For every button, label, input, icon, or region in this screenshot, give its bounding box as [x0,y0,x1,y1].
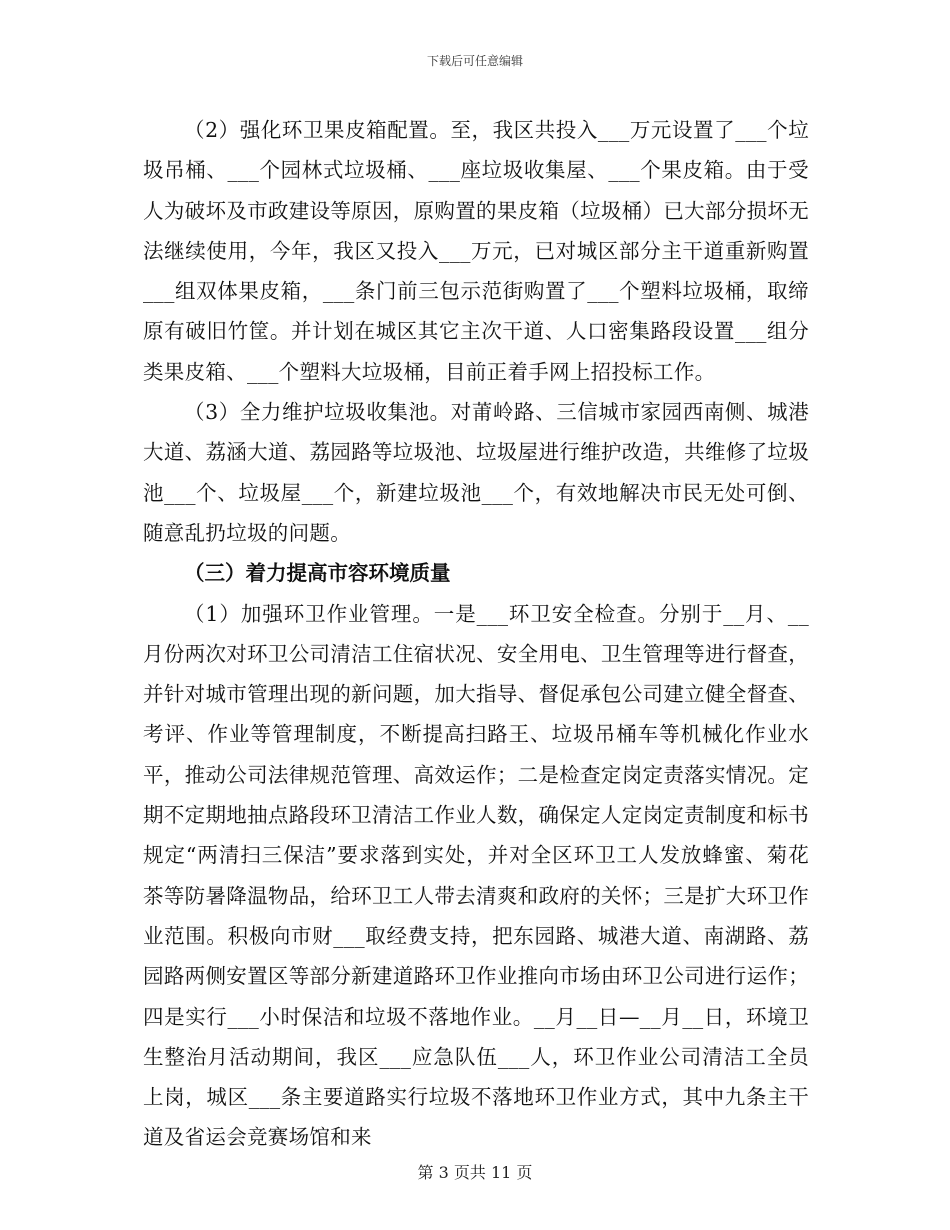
paragraph-sanitation-management: （1）加强环卫作业管理。一是___环卫安全检查。分别于__月、__月份两次对环卫公司清洁工住宿状况、安全用电、卫生管理等进行督查，并针对城市管理出现的新问题，加大指导、督促承包公司建立健全督查、考评、作业等管理制度，不断提高扫路王、垃圾吊桶车等机械化作业水平，推动公司法律规范管理、高效运作；二是检查定岗定责落实情况。定期不定期地抽点路段环卫清洁工作业人数，确保定人定岗定责制度和标书规定“两清扫三保洁”要求落到实处，并对全区环卫工人发放蜂蜜、菊花茶等防暑降温物品，给环卫工人带去清爽和政府的关怀；三是扩大环卫作业范围。积极向市财___取经费支持，把东园路、城港大道、南湖路、荔园路两侧安置区等部分新建道路环卫作业推向市场由环卫公司进行运作；四是实行___小时保洁和垃圾不落地作业。__月__日—__月__日，环境卫生整治月活动期间，我区___应急队伍___人，环卫作业公司清洁工全员上岗，城区___条主要道路实行垃圾不落地环卫作业方式，其中九条主干道及省运会竞赛场馆和来 [143,601,809,1150]
paragraph-trash-bin-configuration: （2）强化环卫果皮箱配置。至，我区共投入___万元设置了___个垃圾吊桶、___个园林式垃圾桶、___座垃圾收集屋、___个果皮箱。由于受人为破坏及市政建设等原因，原购置的果皮箱（垃圾桶）已大部分损坏无法继续使用，今年，我区又投入___万元，已对城区部分主干道重新购置___组双体果皮箱，___条门前三包示范街购置了___个塑料垃圾桶，取缔原有破旧竹筐。并计划在城区其它主次干道、人口密集路段设置___组分类果皮箱、___个塑料大垃圾桶，目前正着手网上招投标工作。 [143,118,809,384]
page-number: 第 3 页共 11 页 [417,1163,533,1182]
paragraph-garbage-pool-maintenance: （3）全力维护垃圾收集池。对莆岭路、三信城市家园西南侧、城港大道、荔涵大道、荔园路等垃圾池、垃圾屋进行维护改造，共维修了垃圾池___个、垃圾屋___个，新建垃圾池___个，有效地解决市民无处可倒、随意乱扔垃圾的问题。 [143,400,809,545]
document-body [143,110,809,1158]
section-heading: （三）着力提高市容环境质量 [184,561,451,586]
page-header: 下载后可任意编辑 [426,54,523,68]
